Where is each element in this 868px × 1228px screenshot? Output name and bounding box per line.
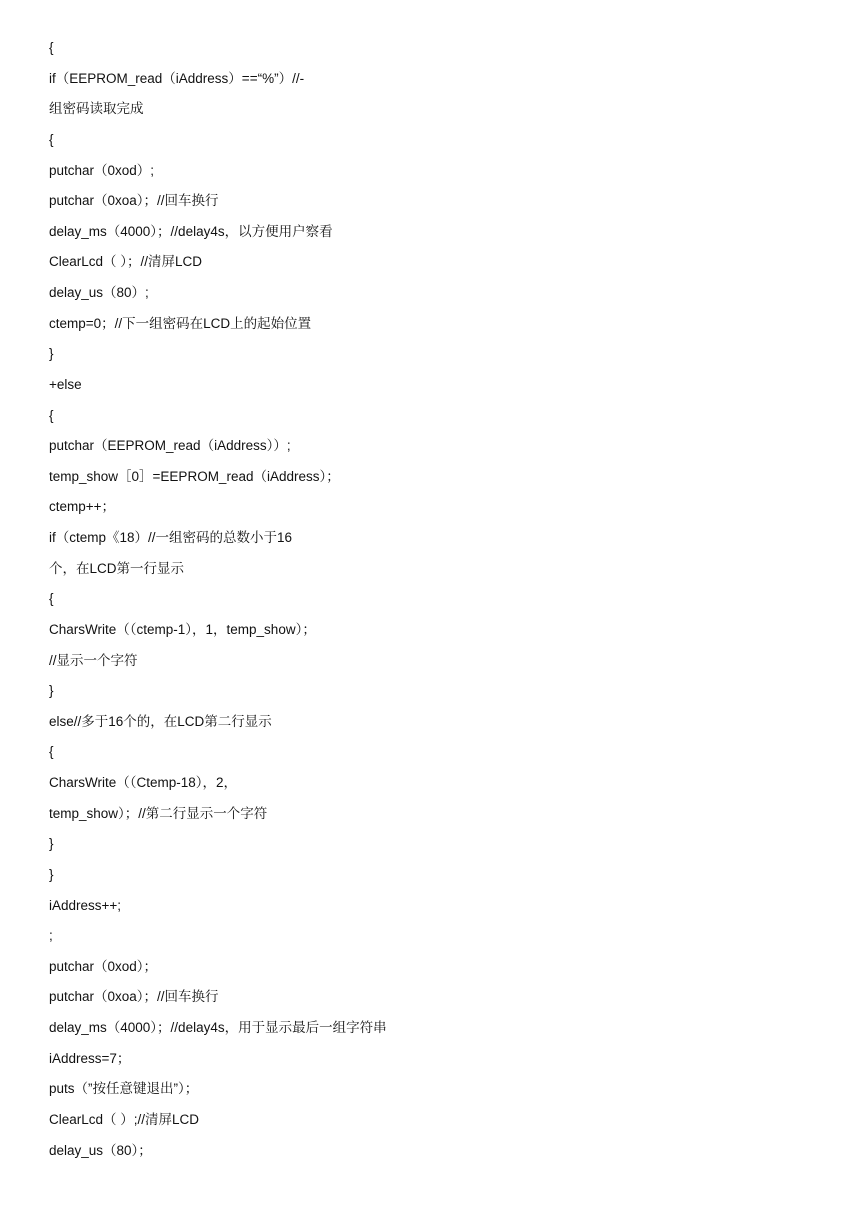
- code-line: }: [49, 866, 54, 882]
- code-line: }: [49, 836, 54, 852]
- code-line: ctemp=0；//下一组密码在LCD上的起始位置: [49, 315, 312, 331]
- code-line: ClearLcd（ ）;//清屏LCD: [49, 1111, 200, 1127]
- code-line: iAddress=7；: [49, 1050, 131, 1066]
- code-line: putchar（EEPROM_read（iAddress））;: [49, 438, 291, 454]
- code-line: ;: [49, 928, 53, 944]
- code-line: CharsWrite（（Ctemp-18），2，: [49, 775, 238, 790]
- code-line: delay_us（80）;: [49, 285, 149, 300]
- code-line: if（ctemp《18）//一组密码的总数小于16: [49, 530, 293, 545]
- code-line: putchar（0xoa）；//回车换行: [49, 193, 219, 209]
- code-line: delay_us（80）；: [49, 1142, 152, 1158]
- code-listing: [49, 36, 387, 1169]
- code-line: ClearLcd（ ）；//清屏LCD: [49, 254, 203, 270]
- code-line: +else: [49, 376, 82, 392]
- code-line: temp_show）；//第二行显示一个字符: [49, 805, 268, 821]
- code-line: 组密码读取完成: [49, 101, 144, 117]
- code-line: }: [49, 683, 54, 699]
- code-line: //显示一个字符: [49, 652, 138, 668]
- code-line: {: [49, 40, 54, 55]
- code-line: else//多于16个的，在LCD第二行显示: [49, 713, 272, 729]
- code-line: temp_show［0］=EEPROM_read（iAddress）；: [49, 468, 340, 484]
- code-line: putchar（0xod）;: [49, 162, 155, 178]
- code-line: putchar（0xoa）；//回车换行: [49, 989, 219, 1005]
- code-line: delay_ms（4000）；//delay4s，以方便用户察看: [49, 223, 333, 239]
- code-line: CharsWrite（（ctemp-1），1，temp_show）；: [49, 621, 316, 637]
- code-line: if（EEPROM_read（iAddress）==“%”）//-: [49, 70, 305, 86]
- code-line: }: [49, 346, 54, 362]
- code-line: {: [49, 591, 54, 607]
- code-line: ctemp++；: [49, 499, 116, 515]
- code-line: iAddress++;: [49, 897, 122, 913]
- code-line: {: [49, 131, 54, 147]
- code-line: delay_ms（4000）；//delay4s，用于显示最后一组字符串: [49, 1020, 387, 1035]
- code-line: putchar（0xod）；: [49, 958, 158, 974]
- code-line: {: [49, 407, 54, 423]
- code-line: 个，在LCD第一行显示: [49, 560, 185, 576]
- code-line: puts（”按任意键退出”）；: [49, 1081, 199, 1097]
- code-line: {: [49, 744, 54, 760]
